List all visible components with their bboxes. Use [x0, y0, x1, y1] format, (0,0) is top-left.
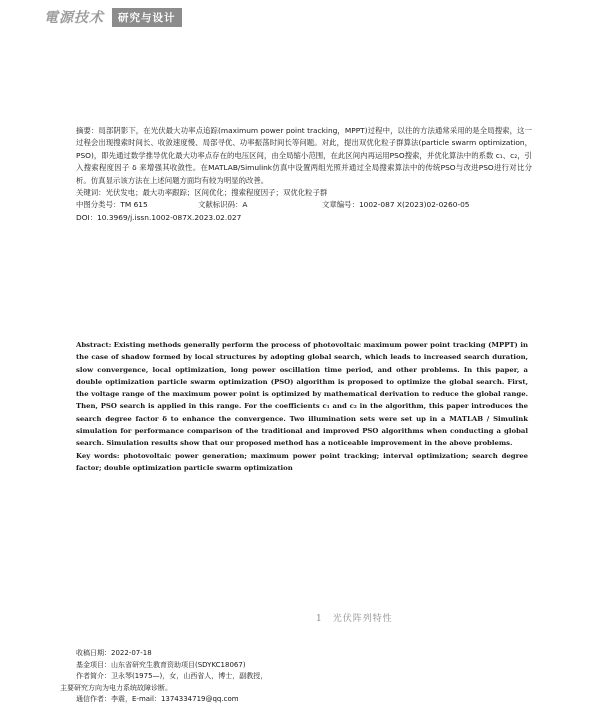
received-date: 收稿日期：2022-07-18 — [76, 649, 152, 657]
section-tag: 研究与设计 — [112, 8, 182, 27]
chinese-keywords: 关键词：光伏发电；最大功率跟踪；区间优化；搜索程度因子；双优化粒子群 — [76, 188, 328, 198]
section-title: 光伏阵列特性 — [332, 614, 393, 624]
corresponding-author: 通信作者：李震，E-mail：1374334719@qq.com — [76, 695, 239, 704]
journal-name: 電源技术 — [44, 10, 104, 26]
author-intro: 作者简介：卫永琴(1975—)，女，山西省人，博士，副教授， — [76, 672, 268, 681]
clc-number: 中图分类号：TM 615 — [76, 200, 148, 210]
document-code: 文献标识码：A — [198, 200, 248, 210]
english-abstract-block — [76, 339, 528, 474]
footnotes — [60, 648, 540, 706]
classification-row — [76, 199, 532, 211]
article-number: 文章编号：1002-087 X(2023)02-0260-05 — [322, 200, 470, 210]
english-keywords: Key words: photovoltaic power generation; maximum power point tracking; interval optimization; search degree factor; double optimization particle swarm optimization — [76, 451, 528, 472]
english-abstract: Abstract: Existing methods generally perform the process of photovoltaic maximum power point tracking (MPPT) in the case of shadow formed by local structures by adopting global search, which leads to increased search duration, slow convergence, local optimization, long power oscillation time period, and other problems. In this paper, a double optimization particle swarm optimization (PSO) algorithm is proposed to optimize the global search. First, the voltage range of the maximum power point is optimized by mathematical derivation to reduce the global range. Then, PSO search is applied in this range. For the coefficients c₁ and c₂ in the algorithm, this paper introduces the search degree factor δ to enhance the convergence. Two illumination sets were set up in a MATLAB / Simulink simulation for performance comparison of the traditional and improved PSO algorithms when conducting a global search. Simulation results show that our proposed method has a noticeable improvement in the above problems. — [76, 341, 528, 448]
doi: DOI：10.3969/j.issn.1002-087X.2023.02.027 — [76, 212, 242, 222]
chinese-abstract-block — [76, 125, 532, 224]
author-research: 主要研究方向为电力系统故障诊断。 — [60, 683, 172, 692]
chinese-abstract: 摘要：局部阴影下，在光伏最大功率点追踪(maximum power point tracking，MPPT)过程中，以往的方法通常采用的是全局搜索，这一过程会出现搜索时间长、收敛速度慢、局部寻优、功率振荡时间长等问题。对此，提出双优化粒子群算法(particle swarm optimization，PSO)，即先通过数学推导优化最大功率点存在的电压区间，由全局缩小范围，在此区间内再运用PSO搜索，并优化算法中的系数 c₁、c₂，引入搜索程度因子 δ 来增强其收敛性。在MATLAB/Simulink仿真中设置两组光照并通过全局搜索算法中的传统PSO与改进PSO进行对比分析。仿真显示该方法在上述问题方面均有较为明显的改善。 — [76, 126, 532, 185]
section-heading — [316, 611, 393, 624]
journal-header — [44, 6, 182, 28]
section-number: 1 — [316, 614, 323, 624]
fund-project: 基金项目：山东省研究生教育资助项目(SDYKC18067) — [76, 660, 246, 669]
